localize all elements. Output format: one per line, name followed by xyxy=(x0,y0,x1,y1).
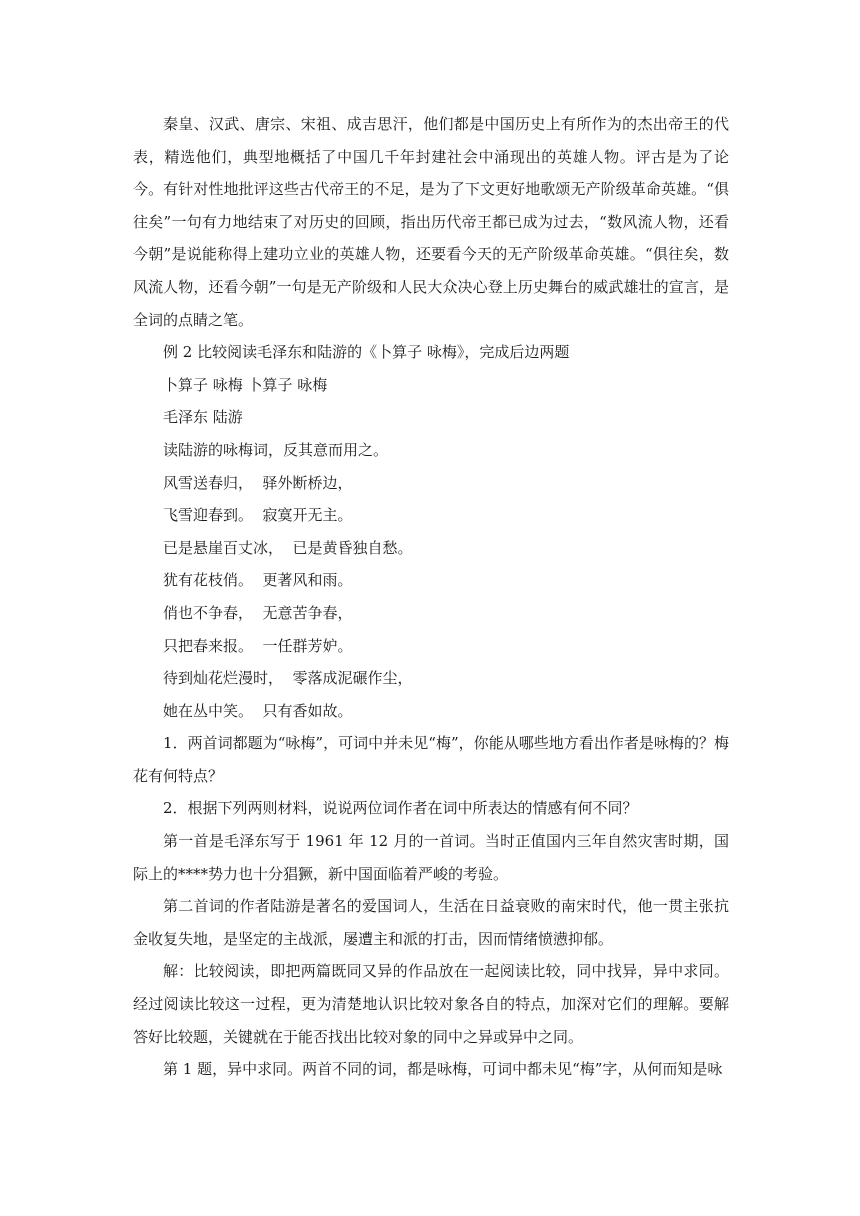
poem-line: 已是悬崖百丈冰， 已是黄昏独自愁。 xyxy=(163,538,413,557)
poem-line: 飞雪迎春到。 寂寞开无主。 xyxy=(163,506,353,525)
poem-line: 只把春来报。 一任群芳妒。 xyxy=(163,636,353,655)
question-2: 2．根据下列两则材料，说说两位词作者在词中所表达的情感有何不同？ xyxy=(163,799,638,818)
poem-line: 犹有花枝俏。 更著风和雨。 xyxy=(163,571,353,590)
example-heading: 例 2 比较阅读毛泽东和陆游的《卜算子 咏梅》，完成后边两题 xyxy=(163,343,570,362)
poem-authors: 毛泽东 陆游 xyxy=(163,408,243,427)
poem-preface: 读陆游的咏梅词，反其意而用之。 xyxy=(163,440,389,459)
answer-paragraph: 第 1 题，异中求同。两首不同的词，都是咏梅，可词中都未见“梅”字，从何而知是咏 xyxy=(163,1060,723,1079)
material-2: 第二首词的作者陆游是著名的爱国词人，生活在日益衰败的南宋时代，他一贯主张抗金收复失地，是坚定的主战派，屡遭主和派的打击，因而情绪愤懑抑郁。 xyxy=(133,897,729,948)
document-body xyxy=(133,108,729,1086)
answer-paragraph: 解：比较阅读，即把两篇既同又异的作品放在一起阅读比较，同中找异，异中求同。经过阅读比较这一过程，更为清楚地认识比较对象各自的特点，加深对它们的理解。要解答好比较题，关键就在于能否找出比较对象的同中之异或异中之同。 xyxy=(133,962,729,1046)
question-1: 1．两首词都题为“咏梅”，可词中并未见“梅”，你能从哪些地方看出作者是咏梅的？梅花有何特点？ xyxy=(133,734,729,785)
poem-line: 她在丛中笑。 只有香如故。 xyxy=(163,701,353,720)
poem-line: 俏也不争春， 无意苦争春， xyxy=(163,603,353,622)
material-1: 第一首是毛泽东写于 1961 年 12 月的一首词。当时正值国内三年自然灾害时期，国际上的****势力也十分猖獗，新中国面临着严峻的考验。 xyxy=(133,832,729,883)
poem-titles: 卜算子 咏梅 卜算子 咏梅 xyxy=(163,375,328,394)
poem-line: 风雪送春归， 驿外断桥边， xyxy=(163,473,353,492)
analysis-paragraph: 秦皇、汉武、唐宗、宋祖、成吉思汗，他们都是中国历史上有所作为的杰出帝王的代表，精选他们，典型地概括了中国几千年封建社会中涌现出的英雄人物。评古是为了论今。有针对性地批评这些古代帝王的不足，是为了下文更好地歌颂无产阶级革命英雄。“俱往矣”一句有力地结束了对历史的回顾，指出历代帝王都已成为过去，“数风流人物，还看今朝”是说能称得上建功立业的英雄人物，还要看今天的无产阶级革命英雄。“俱往矣，数风流人物，还看今朝”一句是无产阶级和人民大众决心登上历史舞台的威武雄壮的宣言，是全词的点睛之笔。 xyxy=(133,115,729,329)
poem-line: 待到灿花烂漫时， 零落成泥碾作尘， xyxy=(163,669,413,688)
